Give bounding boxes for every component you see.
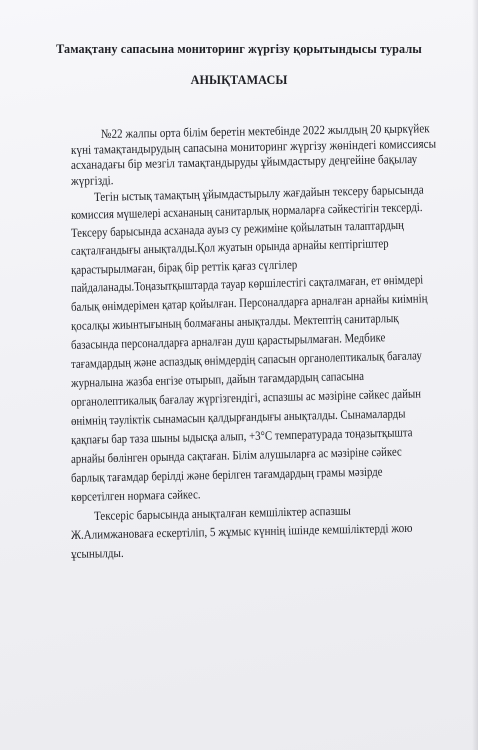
body-line: ұсынылды.: [70, 545, 124, 561]
body-line: көрсетілген нормаға сәйкес.: [70, 487, 201, 504]
body-line: №22 жалпы орта білім беретін мектебінде 2022 жылдың 20 қыркүйек: [100, 121, 430, 141]
body-line: Тегін ыстық тамақтың ұйымдастырылу жағдайын тексеру барысында: [93, 182, 424, 204]
body-line: сақталғандығы анықталды.Қол жуатын орында арнайы кептіргіштер: [70, 236, 389, 258]
body-line: базасында персоналдарға арналған душ қарастырылмаған. Медбике: [70, 330, 386, 352]
body-line: барлық тағамдар берілді және берілген тағамдардың грамы мәзірде: [70, 464, 383, 485]
body-line: журналына жазба енгізе отырып, дайын тағамдардың сапасына: [70, 368, 365, 390]
body-line: Ж.Алимжановаға ескертіліп, 5 жұмыс күннің ішінде кемшіліктерді жою: [70, 520, 413, 542]
body-line: қарастырылмаған, бірақ бір реттік қағаз сүлгілер: [70, 257, 298, 277]
body-line: қосалқы жиынтығының болмағаны анықталды. Мектептің санитарлық: [70, 310, 399, 333]
body-line: арнайы бөлінген орында сақтаған. Білім алушыларға ас мәзіріне сәйкес: [70, 444, 402, 466]
body-line: қақпағы бар таза шыны ыдысқа алып, +3°С температурада тоңазытқышта: [70, 425, 413, 447]
body-line: Тексеріс барысында анықталған кемшіліктер аспазшы: [93, 503, 351, 523]
body-line: тағамдардың және аспаздық өнімдердің сапасын органолептикалық бағалау: [70, 348, 422, 371]
body-line: органолептикалық бағалау жүргізгендігі, аспазшы ас мәзіріне сәйкес дайын: [70, 386, 422, 409]
body-line: комиссия мүшелері асхананың санитарлық нормаларға сәйкестігін тексерді.: [70, 200, 423, 222]
body-line: асханадағы бір мезгіл тамақтандыруды ұйымдастыру деңгейіне бақылау: [70, 151, 418, 172]
body-line: күні тамақтандырудың сапасына мониторинг жүргізу жөніндегі комиссиясы: [70, 136, 437, 157]
body-line: өнімнің тәуліктік сынамасын қалдырғандығы анықталды. Сынамаларды: [70, 406, 406, 428]
document-title: Тамақтану сапасына мониторинг жүргізу қорытындысы туралы: [56, 42, 422, 56]
document-subtitle: АНЫҚТАМАСЫ: [190, 73, 288, 87]
page-edge-shadow: [472, 0, 478, 750]
body-line: пайдаланады.Тоңазытқыштарда тауар көршілестігі сақталмаған, ет өнімдері: [70, 272, 424, 295]
body-line: балық өнімдерімен қатар қойылған. Персоналдарға арналған арнайы киімнің: [70, 291, 428, 314]
body-line: Тексеру барысында асханада ауыз су режиміне қойылатын талаптардың: [70, 217, 405, 240]
body-line: жүргізді.: [70, 173, 114, 188]
